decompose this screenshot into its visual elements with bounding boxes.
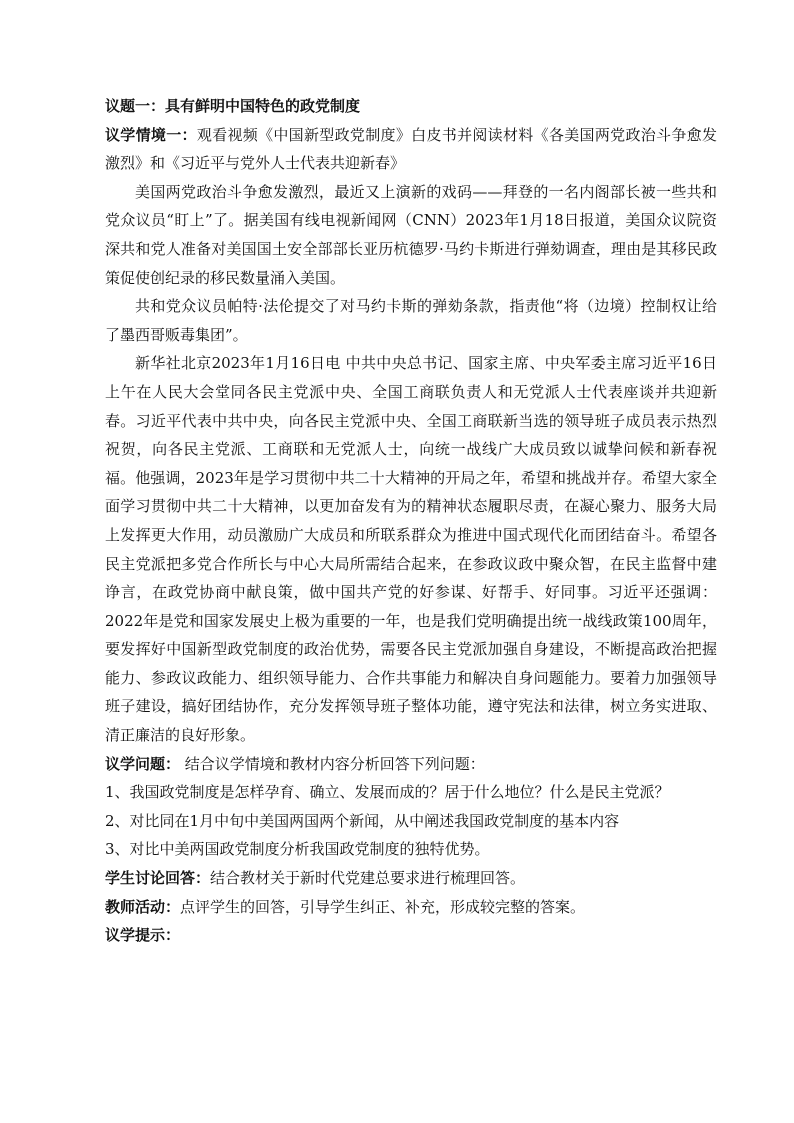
body-paragraph-1-text: 美国两党政治斗争愈发激烈，最近又上演新的戏码——拜登的一名内阁部长被一些共和党众议员“盯上”了。据美国有线电视新闻网（CNN）2023年1月18日报道，美国众议院资深共和党人准备对美国国土安全部部长亚历杭德罗·马约卡斯进行弹劾调查，理由是其移民政策促使创纪录的移民数量涌入美国。 (105, 182, 717, 287)
question-item-3 (105, 835, 717, 864)
teacher-activity (105, 893, 717, 922)
question-item-2-text: 2、对比同在1月中旬中美国两国两个新闻，从中阐述我国政党制度的基本内容 (105, 811, 620, 830)
questions-intro: 结合议学情境和教材内容分析回答下列问题： (180, 754, 485, 773)
questions-label: 议学问题： (105, 754, 181, 773)
body-paragraph-3-text: 新华社北京2023年1月16日电 中共中央总书记、国家主席、中央军委主席习近平16日上午在人民大会堂同各民主党派中央、全国工商联负责人和无党派人士代表座谈并共迎新春。习近平代表中共中央，向各民主党派中央、全国工商联新当选的领导班子成员表示热烈祝贺，向各民主党派、工商联和无党派人士，向统一战线广大成员致以诚挚问候和新春祝福。他强调，2023年是学习贯彻中共二十大精神的开局之年，希望和挑战并存。希望大家全面学习贯彻中共二十大精神，以更加奋发有为的精神状态履职尽责，在凝心聚力、服务大局上发挥更大作用，动员激励广大成员和所联系群众为推进中国式现代化而团结奋斗。希望各民主党派把多党合作所长与中心大局所需结合起来，在参政议政中聚众智，在民主监督中建诤言，在政党协商中献良策，做中国共产党的好参谋、好帮手、好同事。习近平还强调：2022年是党和国家发展史上极为重要的一年，也是我们党明确提出统一战线政策100周年，要发挥好中国新型政党制度的政治优势，需要各民主党派加强自身建设，不断提高政治把握能力、参政议政能力、组织领导能力、合作共事能力和解决自身问题能力。要着力加强领导班子建设，搞好团结协作，充分发挥领导班子整体功能，遵守宪法和法律，树立务实进取、清正廉洁的良好形象。 (105, 354, 717, 745)
student-text: 结合教材关于新时代党建总要求进行梳理回答。 (210, 869, 526, 888)
teacher-text: 点评学生的回答，引导学生纠正、补充，形成较完整的答案。 (180, 897, 586, 916)
hint-label: 议学提示： (105, 926, 181, 945)
teacher-label: 教师活动： (105, 897, 181, 916)
document-page (105, 92, 717, 950)
situation-paragraph (105, 121, 717, 178)
body-paragraph-2 (105, 292, 717, 349)
student-label: 学生讨论回答： (105, 869, 211, 888)
question-item-3-text: 3、对比中美两国政党制度分析我国政党制度的独特优势。 (105, 840, 490, 859)
hint-heading (105, 921, 717, 950)
question-item-1-text: 1、我国政党制度是怎样孕育、确立、发展而成的？居于什么地位？什么是民主党派？ (105, 783, 670, 802)
situation-label: 议学情境一： (105, 125, 197, 144)
body-paragraph-3 (105, 349, 717, 749)
topic-title-text: 议题一：具有鲜明中国特色的政党制度 (105, 97, 361, 115)
topic-title (105, 92, 717, 121)
questions-heading (105, 750, 717, 779)
question-item-1 (105, 778, 717, 807)
body-paragraph-2-text: 共和党众议员帕特·法伦提交了对马约卡斯的弹劾条款，指责他“将（边境）控制权让给了墨西哥贩毒集团”。 (105, 297, 717, 344)
question-item-2 (105, 807, 717, 836)
body-paragraph-1 (105, 178, 717, 292)
situation-text: 观看视频《中国新型政党制度》白皮书并阅读材料《各美国两党政治斗争愈发激烈》和《习近平与党外人士代表共迎新春》 (105, 125, 717, 173)
student-discussion (105, 864, 717, 893)
